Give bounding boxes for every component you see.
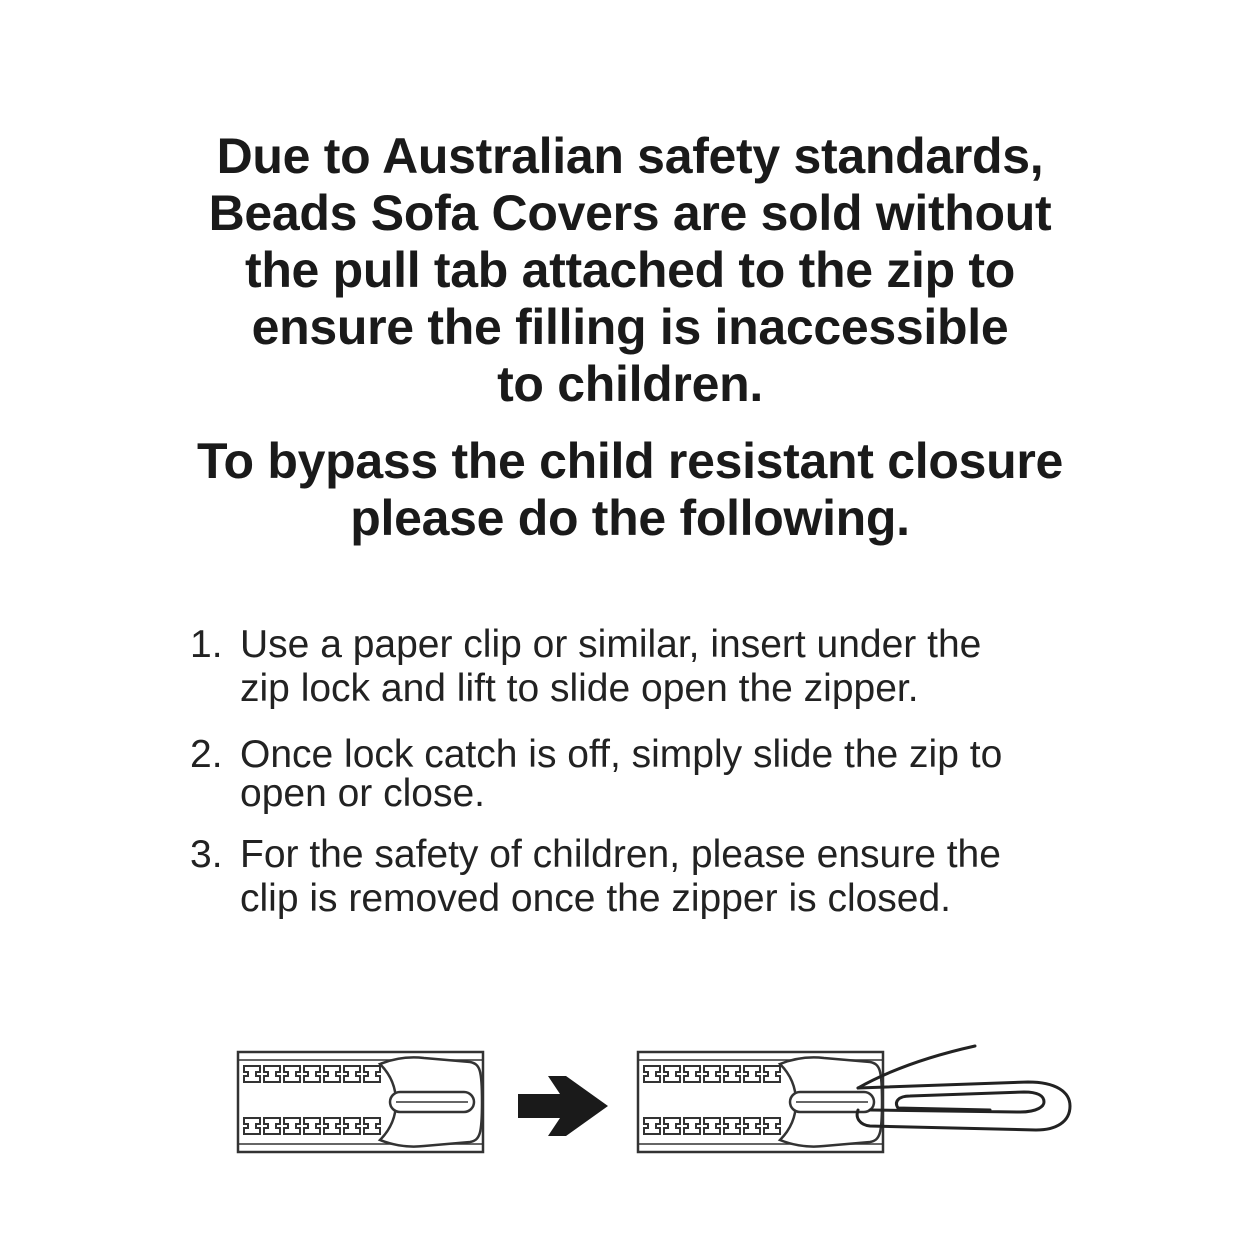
heading-line: Beads Sofa Covers are sold without (208, 185, 1052, 241)
step-line: Once lock catch is off, simply slide the zip to (240, 733, 1003, 776)
heading-line: ensure the filling is inaccessible (251, 299, 1009, 355)
heading-line: to children. (497, 356, 763, 412)
step-text (240, 623, 1190, 711)
safety-notice-heading (0, 128, 1260, 413)
bypass-instructions-heading (0, 433, 1260, 547)
step-text (240, 733, 1190, 815)
heading-line: the pull tab attached to the zip to (244, 242, 1016, 298)
zipper-illustration (230, 1030, 1090, 1170)
step-text (240, 833, 1190, 921)
step-number: 2. (190, 733, 223, 776)
zipper-with-paper-clip-icon (638, 1046, 1070, 1152)
step-line: Use a paper clip or similar, insert under the (240, 623, 982, 666)
zipper-without-tab-icon (238, 1052, 483, 1152)
heading-line: Due to Australian safety standards, (216, 128, 1044, 184)
step-number: 1. (190, 623, 223, 666)
heading-line: please do the following. (350, 490, 910, 546)
right-arrow-icon (518, 1076, 608, 1136)
step-number: 3. (190, 833, 223, 876)
step-line: zip lock and lift to slide open the zipper. (240, 667, 919, 710)
step-item (190, 733, 1190, 815)
step-line: open or close. (240, 772, 485, 815)
step-item (190, 623, 1190, 711)
step-line: clip is removed once the zipper is closed. (240, 877, 952, 920)
heading-line: To bypass the child resistant closure (196, 433, 1063, 489)
steps-list (190, 623, 1190, 921)
step-item (190, 833, 1190, 921)
step-line: For the safety of children, please ensure the (240, 833, 1001, 876)
paper-clip-icon (857, 1046, 1070, 1130)
